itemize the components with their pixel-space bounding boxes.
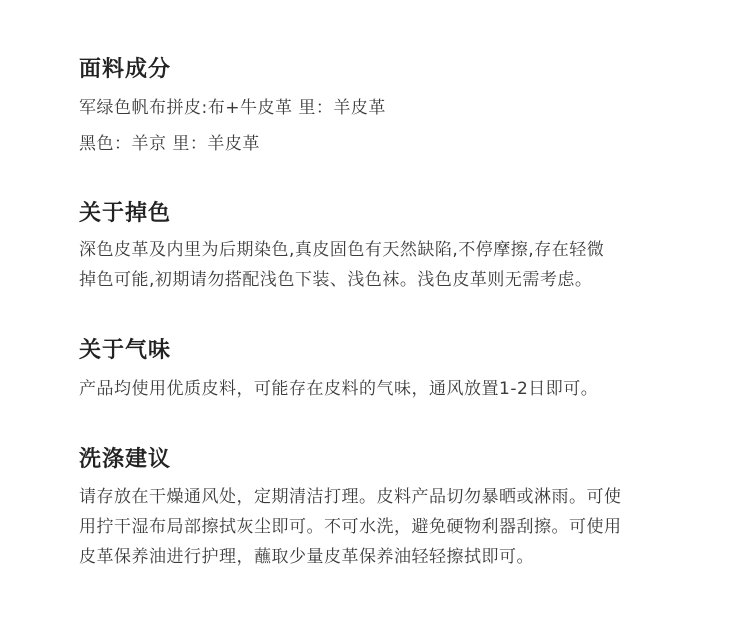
fabric-composition-section <box>79 56 699 162</box>
fabric-composition-heading: 面料成分 <box>79 57 172 82</box>
washing-advice-heading: 洗涤建议 <box>79 447 172 472</box>
smell-line: 产品均使用优质皮料，可能存在皮料的气味，通风放置1-2日即可。 <box>79 379 599 399</box>
washing-advice-section <box>79 446 699 572</box>
smell-section <box>79 337 699 405</box>
smell-heading: 关于气味 <box>79 338 172 363</box>
washing-advice-line: 皮革保养油进行护理，蘸取少量皮革保养油轻轻擦拭即可。 <box>79 547 534 567</box>
fabric-line-black: 黑色：羊京 里：羊皮革 <box>79 134 260 154</box>
color-fading-section <box>79 200 699 295</box>
washing-advice-line: 用拧干湿布局部擦拭灰尘即可。不可水洗，避免硬物利器刮擦。可使用 <box>79 517 622 537</box>
fabric-line-army-green: 军绿色帆布拼皮:布+牛皮革 里：羊皮革 <box>79 98 386 118</box>
color-fading-line: 深色皮革及内里为后期染色,真皮固色有天然缺陷,不停摩擦,存在轻微 <box>79 240 605 260</box>
color-fading-line: 掉色可能,初期请勿搭配浅色下装、浅色袜。浅色皮革则无需考虑。 <box>79 270 593 290</box>
color-fading-heading: 关于掉色 <box>79 201 172 226</box>
washing-advice-line: 请存放在干燥通风处，定期清洁打理。皮料产品切勿暴晒或淋雨。可使 <box>79 487 622 507</box>
